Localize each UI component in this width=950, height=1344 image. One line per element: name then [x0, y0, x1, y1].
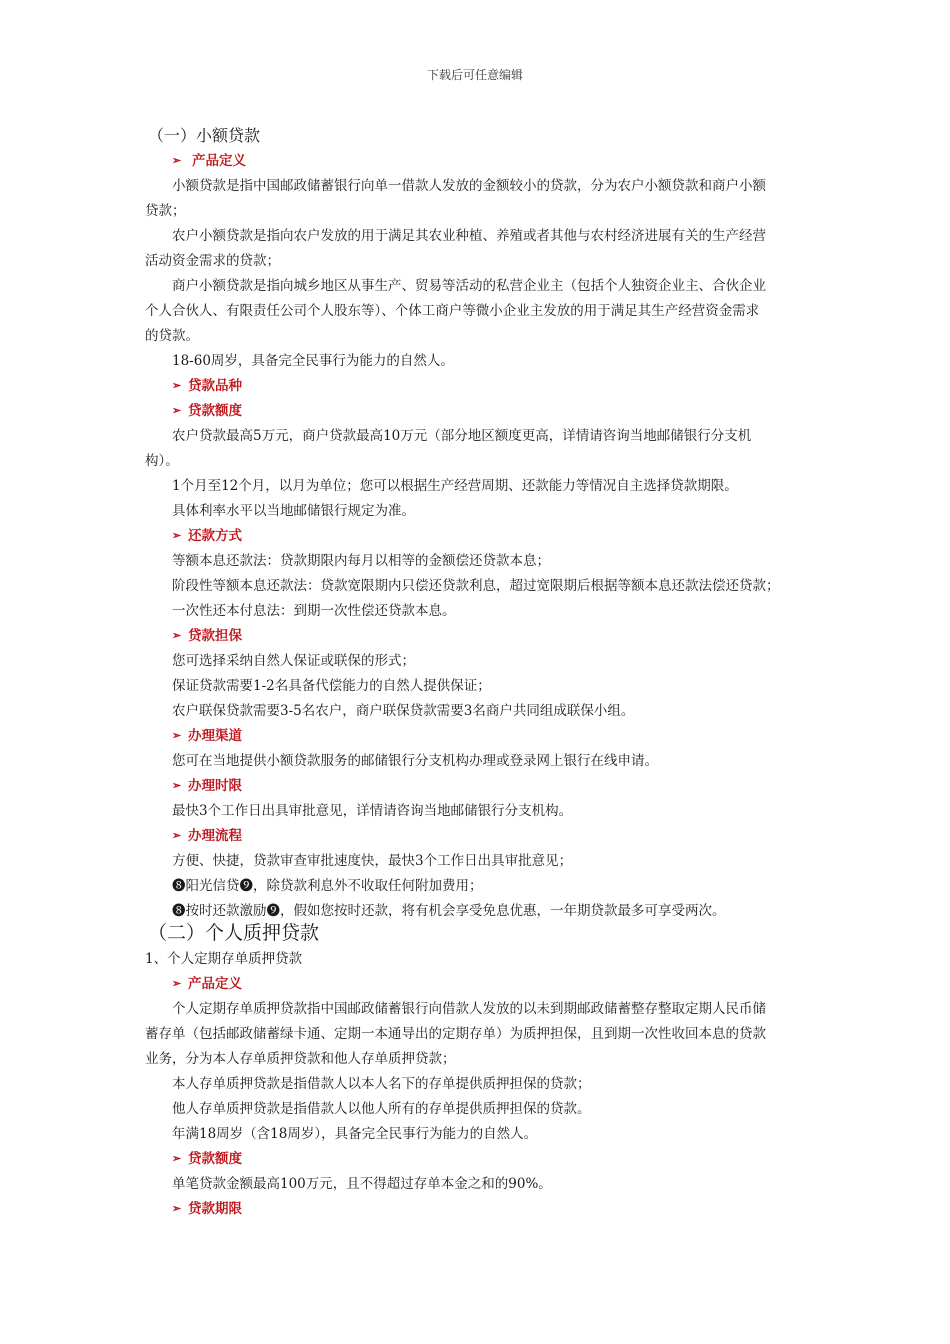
arrow-bullet-icon: ➢: [172, 379, 182, 392]
heading-label: 贷款担保: [188, 628, 242, 644]
heading-label: 办理时限: [188, 778, 242, 794]
heading-label: 产品定义: [188, 976, 242, 992]
arrow-bullet-icon: ➢: [172, 729, 182, 742]
paragraph-line: 18-60周岁，具备完全民事行为能力的自然人。: [172, 353, 454, 369]
heading-label: 办理渠道: [188, 728, 242, 744]
section-heading: [172, 526, 242, 546]
paragraph-line: 一次性还本付息法：到期一次性偿还贷款本息。: [172, 603, 456, 619]
paragraph-line: 业务，分为本人存单质押贷款和他人存单质押贷款；: [145, 1051, 456, 1067]
section-heading: [172, 726, 242, 746]
heading-label: 还款方式: [188, 528, 242, 544]
arrow-bullet-icon: ➢: [172, 829, 182, 842]
heading-label: 办理流程: [188, 828, 242, 844]
section-heading: [172, 376, 242, 396]
paragraph-line: ❽阳光信贷❾，除贷款利息外不收取任何附加费用；: [172, 878, 483, 894]
section-title: （一）小额贷款: [148, 126, 261, 145]
section-heading: [172, 826, 242, 846]
paragraph-line: 您可在当地提供小额贷款服务的邮储银行分支机构办理或登录网上银行在线申请。: [172, 753, 658, 769]
heading-label: 贷款期限: [188, 1201, 242, 1217]
paragraph-line: 本人存单质押贷款是指借款人以本人名下的存单提供质押担保的贷款；: [172, 1076, 591, 1092]
subsection-title: 1、个人定期存单质押贷款: [145, 951, 303, 967]
paragraph-line: ❽按时还款激励❾，假如您按时还款，将有机会享受免息优惠，一年期贷款最多可享受两次。: [172, 903, 726, 919]
heading-label: 贷款品种: [188, 378, 242, 394]
arrow-bullet-icon: ➢: [172, 779, 182, 792]
arrow-bullet-icon: ➢: [172, 529, 182, 542]
paragraph-line: 商户小额贷款是指向城乡地区从事生产、贸易等活动的私营企业主（包括个人独资企业主、合伙企业: [172, 278, 766, 294]
paragraph-line: 保证贷款需要1-2名具备代偿能力的自然人提供保证；: [172, 678, 491, 694]
paragraph-line: 蓄存单（包括邮政储蓄绿卡通、定期一本通导出的定期存单）为质押担保，且到期一次性收回本息的贷款: [145, 1026, 766, 1042]
section-heading: [172, 974, 242, 994]
paragraph-line: 年满18周岁（含18周岁），具备完全民事行为能力的自然人。: [172, 1126, 538, 1142]
paragraph-line: 个人合伙人、有限责任公司个人股东等）、个体工商户等微小企业主发放的用于满足其生产经营资金需求: [145, 303, 760, 319]
paragraph-line: 农户联保贷款需要3-5名农户，商户联保贷款需要3名商户共同组成联保小组。: [172, 703, 635, 719]
section-heading: [172, 626, 242, 646]
paragraph-line: 农户小额贷款是指向农户发放的用于满足其农业种植、养殖或者其他与农村经济进展有关的生产经营: [172, 228, 766, 244]
arrow-bullet-icon: ➢: [172, 977, 182, 990]
paragraph-line: 单笔贷款金额最高100万元，且不得超过存单本金之和的90%。: [172, 1176, 552, 1192]
paragraph-line: 1个月至12个月，以月为单位；您可以根据生产经营周期、还款能力等情况自主选择贷款期限。: [172, 478, 738, 494]
paragraph-line: 的贷款。: [145, 328, 199, 344]
paragraph-line: 小额贷款是指中国邮政储蓄银行向单一借款人发放的金额较小的贷款，分为农户小额贷款和商户小额: [172, 178, 766, 194]
arrow-bullet-icon: ➢: [172, 629, 182, 642]
section-heading: [172, 776, 242, 796]
section-heading: [172, 151, 246, 171]
page-header: 下载后可任意编辑: [426, 68, 523, 82]
paragraph-line: 他人存单质押贷款是指借款人以他人所有的存单提供质押担保的贷款。: [172, 1101, 591, 1117]
heading-label: 贷款额度: [188, 403, 242, 419]
paragraph-line: 农户贷款最高5万元，商户贷款最高10万元（部分地区额度更高，详情请咨询当地邮储银行分支机: [172, 428, 752, 444]
section-title: （二）个人质押贷款: [148, 922, 320, 944]
arrow-bullet-icon: ➢: [172, 404, 182, 417]
paragraph-line: 阶段性等额本息还款法：贷款宽限期内只偿还贷款利息，超过宽限期后根据等额本息还款法偿还贷款；: [172, 578, 780, 594]
arrow-bullet-icon: ➢: [172, 1152, 182, 1165]
paragraph-line: 活动资金需求的贷款；: [145, 253, 280, 269]
paragraph-line: 您可选择采纳自然人保证或联保的形式；: [172, 653, 415, 669]
paragraph-line: 方便、快捷，贷款审查审批速度快，最快3个工作日出具审批意见；: [172, 853, 573, 869]
section-heading: [172, 1149, 242, 1169]
section-heading: [172, 1199, 242, 1219]
paragraph-line: 构）。: [145, 453, 179, 469]
heading-label: 贷款额度: [188, 1151, 242, 1167]
paragraph-line: 个人定期存单质押贷款指中国邮政储蓄银行向借款人发放的以未到期邮政储蓄整存整取定期人民币储: [172, 1001, 766, 1017]
arrow-bullet-icon: ➢: [172, 154, 182, 167]
heading-label: 产品定义: [192, 153, 246, 169]
paragraph-line: 具体利率水平以当地邮储银行规定为准。: [172, 503, 415, 519]
section-heading: [172, 401, 242, 421]
paragraph-line: 贷款；: [145, 203, 186, 219]
arrow-bullet-icon: ➢: [172, 1202, 182, 1215]
paragraph-line: 等额本息还款法：贷款期限内每月以相等的金额偿还贷款本息；: [172, 553, 550, 569]
paragraph-line: 最快3个工作日出具审批意见，详情请咨询当地邮储银行分支机构。: [172, 803, 573, 819]
